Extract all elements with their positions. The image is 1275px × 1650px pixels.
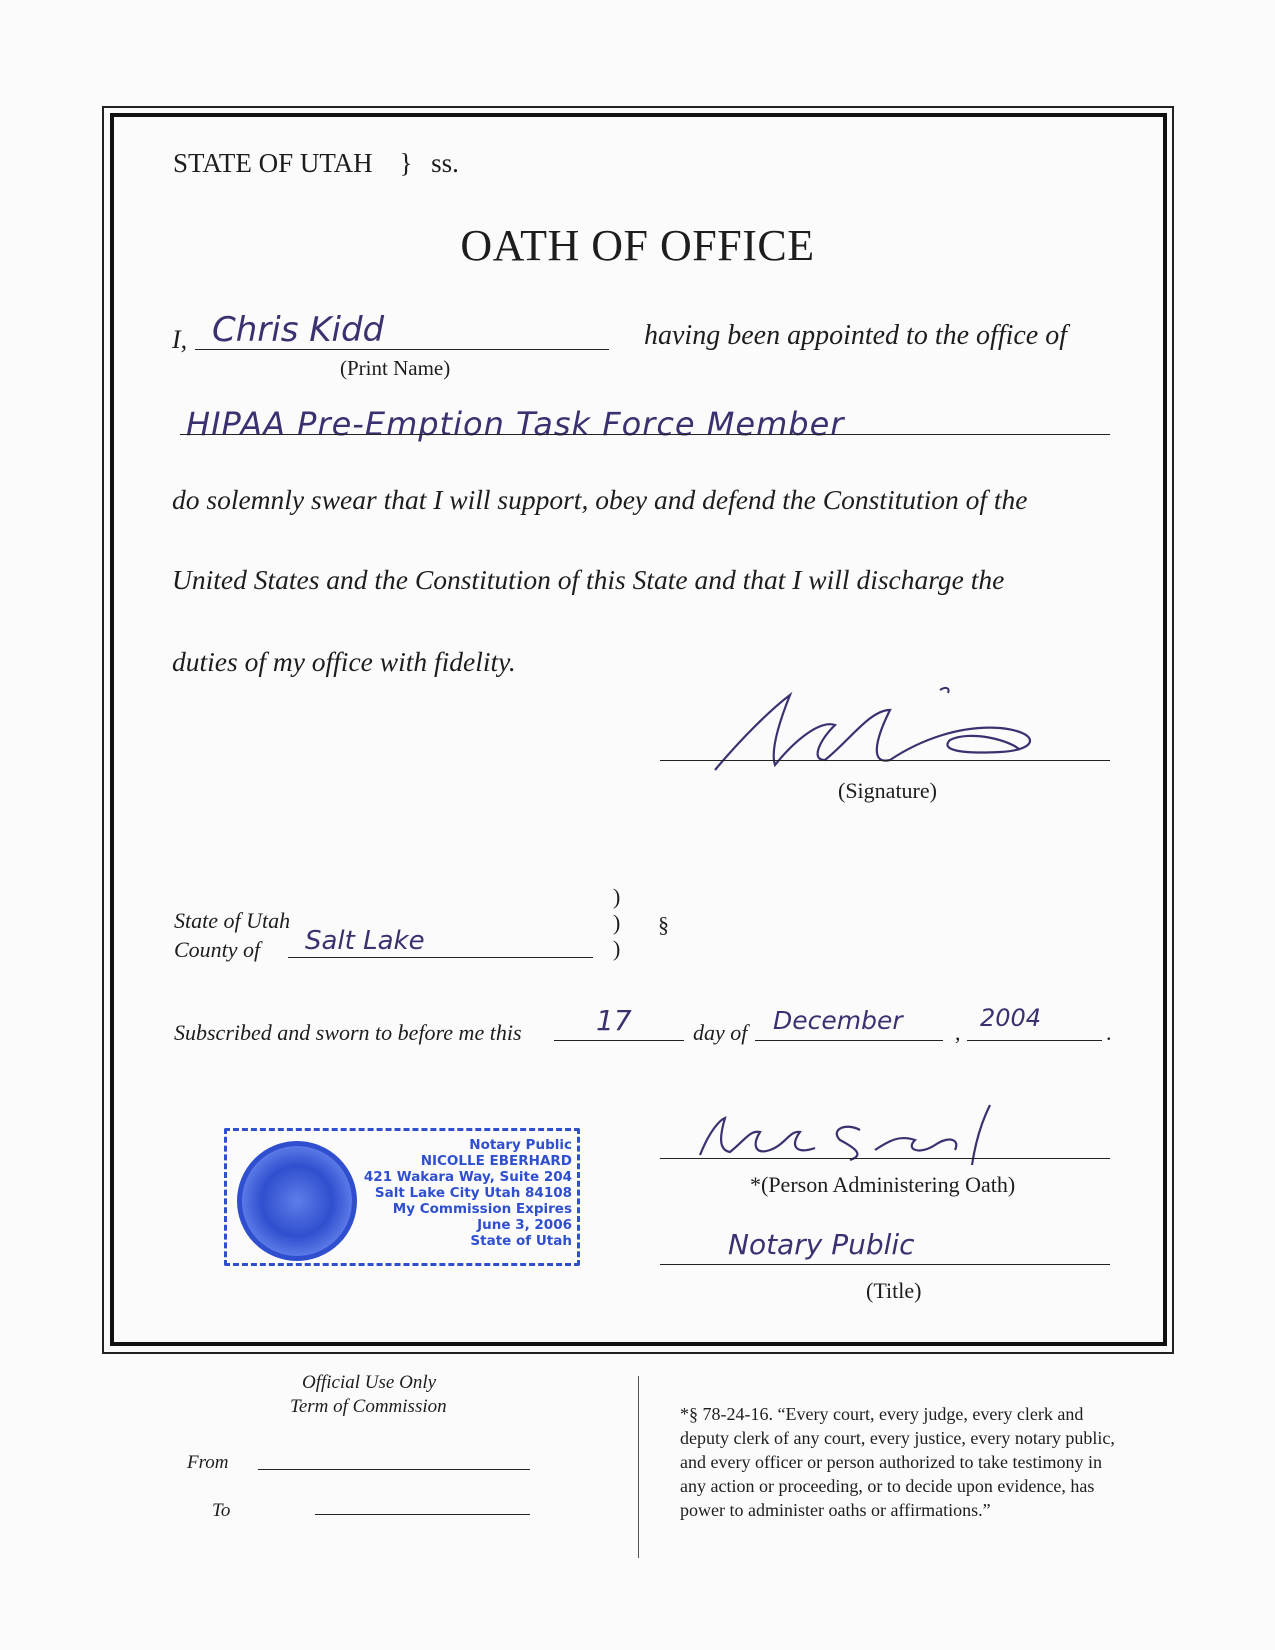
office-line: [180, 434, 1110, 435]
sworn-prefix: Subscribed and sworn to before me this: [174, 1020, 522, 1045]
oath-line-3: duties of my office with fidelity.: [172, 646, 516, 677]
administering-line: [660, 1158, 1110, 1159]
day-line: [554, 1040, 684, 1041]
notary-stamp: [224, 1128, 580, 1266]
footnote-line: and every officer or person authorized to take testimony in: [680, 1452, 1103, 1472]
sworn-month: December: [773, 1006, 903, 1035]
state-seal-icon: [237, 1141, 357, 1261]
office-value: HIPAA Pre-Emption Task Force Member: [186, 405, 845, 443]
county-line: [288, 957, 593, 958]
sworn-year: 2004: [980, 1004, 1042, 1032]
to-line: [315, 1514, 530, 1515]
footnote-line: any action or proceeding, or to decide upon evidence, has: [680, 1476, 1095, 1496]
signature-scribble: [700, 680, 1080, 790]
county-label: County of: [174, 937, 261, 962]
administering-signature: [690, 1100, 1050, 1170]
venue-state: State of Utah: [174, 908, 291, 933]
i-prefix: I,: [172, 325, 188, 354]
footnote-line: *§ 78-24-16. “Every court, every judge, every clerk and: [680, 1404, 1084, 1424]
stamp-line: Salt Lake City Utah 84108: [374, 1185, 572, 1201]
paren-3: ): [613, 936, 621, 961]
stamp-line: 421 Wakara Way, Suite 204: [363, 1169, 572, 1185]
section-symbol: §: [658, 912, 669, 937]
sworn-day: 17: [596, 1004, 632, 1037]
from-line: [258, 1469, 530, 1470]
footnote-line: deputy clerk of any court, every justice, every notary public,: [680, 1428, 1115, 1448]
footnote: [680, 1402, 1115, 1522]
footer-divider: [638, 1376, 639, 1558]
print-name-caption: (Print Name): [340, 356, 451, 380]
printed-name: Chris Kidd: [212, 310, 385, 350]
paren-1: ): [613, 884, 621, 909]
stamp-text: [347, 1137, 572, 1249]
page-title: OATH OF OFFICE: [460, 221, 815, 270]
oath-line-2: United States and the Constitution of this State and that I will discharge the: [172, 564, 1005, 595]
print-name-line: [195, 349, 609, 350]
stamp-line: June 3, 2006: [477, 1217, 572, 1233]
title-caption: (Title): [866, 1278, 922, 1303]
footnote-line: power to administer oaths or affirmations.”: [680, 1500, 991, 1520]
stamp-line: NICOLLE EBERHARD: [420, 1153, 572, 1169]
brace: }: [399, 148, 413, 178]
sworn-comma: ,: [955, 1020, 961, 1045]
month-line: [755, 1040, 943, 1041]
state-heading: [173, 148, 459, 179]
paren-2: ): [613, 910, 621, 935]
year-line: [967, 1040, 1102, 1041]
title-value: Notary Public: [728, 1228, 915, 1261]
sworn-period: .: [1106, 1020, 1112, 1045]
official-heading-1: Official Use Only: [302, 1372, 437, 1393]
from-label: From: [187, 1452, 229, 1473]
oath-line-1: do solemnly swear that I will support, obey and defend the Constitution of the: [172, 484, 1028, 515]
signature-caption: (Signature): [838, 778, 937, 803]
official-heading-2: Term of Commission: [290, 1396, 447, 1417]
title-line: [660, 1264, 1110, 1265]
administering-caption: *(Person Administering Oath): [750, 1172, 1016, 1197]
county-value: Salt Lake: [305, 926, 425, 956]
state-line: STATE OF UTAH: [173, 148, 373, 178]
to-label: To: [212, 1500, 231, 1521]
ss-label: ss.: [431, 148, 459, 178]
stamp-line: State of Utah: [470, 1233, 572, 1249]
stamp-line: Notary Public: [469, 1137, 572, 1153]
stamp-line: My Commission Expires: [392, 1201, 572, 1217]
appointed-text: having been appointed to the office of: [644, 320, 1068, 351]
signature-line: [660, 760, 1110, 761]
day-of-label: day of: [693, 1020, 748, 1045]
